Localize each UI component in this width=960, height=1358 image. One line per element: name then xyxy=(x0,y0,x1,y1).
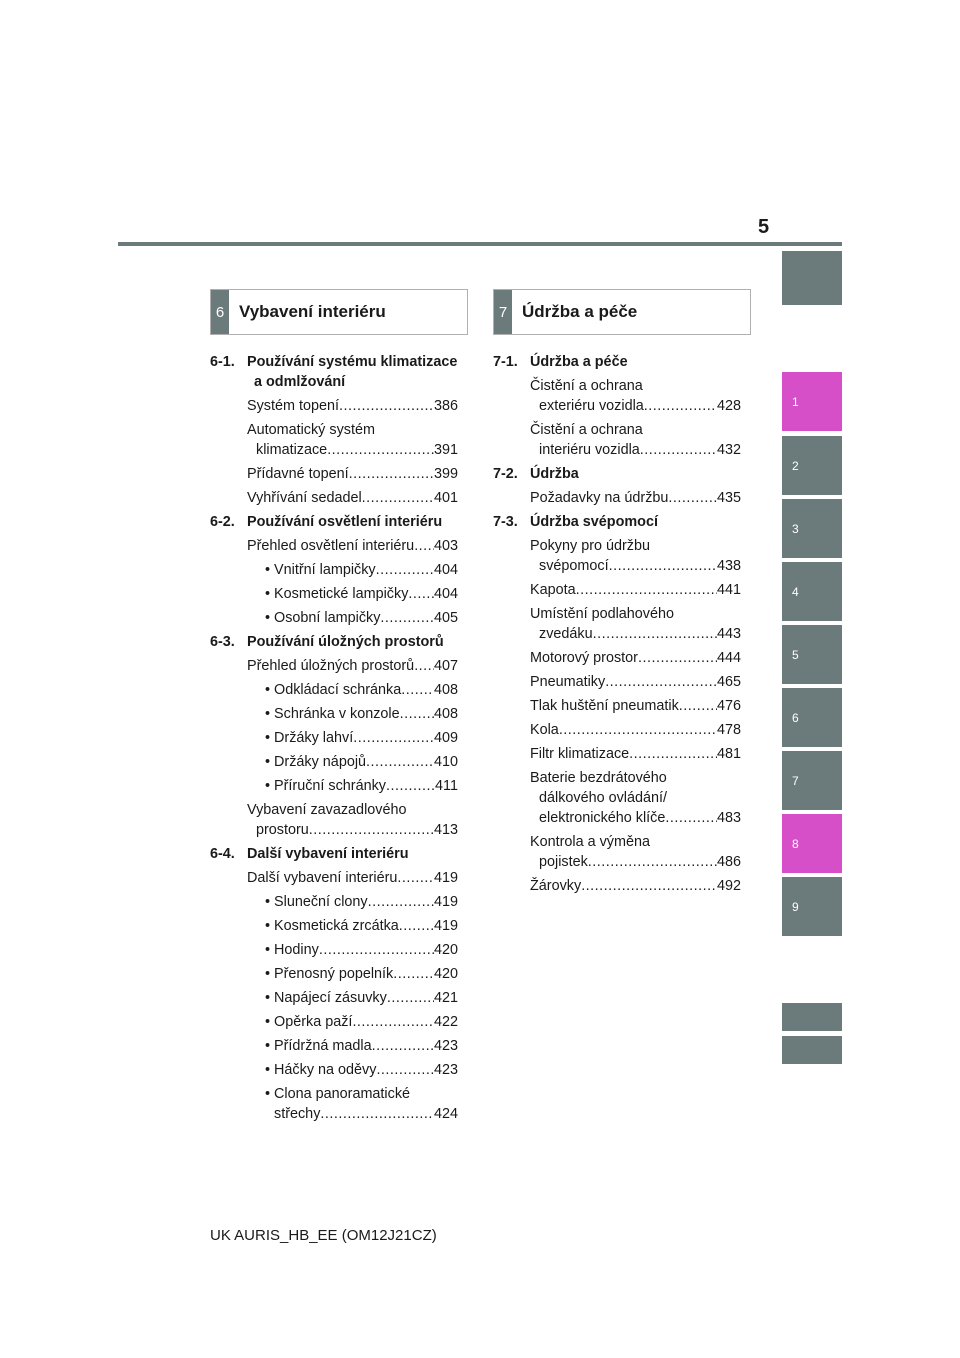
toc-chapter-heading[interactable] xyxy=(210,844,458,864)
toc-entry[interactable] xyxy=(493,488,741,508)
toc-entry-label: Motorový prostor xyxy=(530,650,638,666)
toc-entry-label-line: • Clona panoramatické xyxy=(265,1086,411,1102)
leader-dots xyxy=(353,728,434,748)
toc-page-number: 476 xyxy=(716,698,741,714)
toc-page-number: 478 xyxy=(716,722,741,738)
toc-entry-label: Filtr klimatizace xyxy=(530,746,630,762)
toc-page-number: 465 xyxy=(716,674,741,690)
toc-page-number: 409 xyxy=(433,730,458,746)
leader-dots xyxy=(576,580,717,600)
leader-dots xyxy=(400,704,434,724)
side-tab-label: 2 xyxy=(792,458,799,473)
toc-entry-row xyxy=(530,648,741,668)
toc-entry-label: Přehled osvětlení interiéru xyxy=(247,538,415,554)
toc-entry[interactable] xyxy=(210,1060,458,1080)
toc-entry-label: • Sluneční clony xyxy=(265,894,368,910)
toc-entry[interactable] xyxy=(210,940,458,960)
toc-entry-label: Systém topení xyxy=(247,398,339,414)
toc-page-number: 435 xyxy=(716,490,741,506)
toc-chapter-heading[interactable] xyxy=(210,632,458,652)
toc-entry[interactable] xyxy=(210,656,458,676)
side-tab-7[interactable] xyxy=(782,751,842,810)
toc-chapter-number: 6-1. xyxy=(210,354,235,370)
toc-chapter-number: 7-1. xyxy=(493,354,518,370)
toc-entry-row xyxy=(530,624,741,644)
toc-page-number: 413 xyxy=(433,822,458,838)
side-tab-2[interactable] xyxy=(782,436,842,495)
leader-dots xyxy=(605,672,717,692)
side-tab-label: 1 xyxy=(792,394,799,409)
toc-page-number: 486 xyxy=(716,854,741,870)
toc-page-number: 420 xyxy=(433,966,458,982)
toc-entry-label-line: Umístění podlahového xyxy=(530,606,674,622)
toc-entry-row xyxy=(265,560,458,580)
toc-entry[interactable] xyxy=(210,1084,458,1124)
toc-entry-label: Kapota xyxy=(530,582,576,598)
toc-entry-row xyxy=(265,940,458,960)
leader-dots xyxy=(339,396,434,416)
toc-entry-row xyxy=(530,808,741,828)
toc-entry-row xyxy=(265,1036,458,1056)
toc-page-number: 399 xyxy=(433,466,458,482)
toc-page-number: 403 xyxy=(433,538,458,554)
toc-chapter-title-line: Údržba xyxy=(530,466,579,482)
leader-dots xyxy=(387,988,434,1008)
leader-dots xyxy=(376,560,434,580)
toc-entry[interactable] xyxy=(210,464,458,484)
toc-chapter-number: 6-4. xyxy=(210,846,235,862)
leader-dots xyxy=(559,720,717,740)
toc-chapter xyxy=(210,512,458,628)
toc-chapter xyxy=(210,352,458,508)
toc-entry-label-line: Baterie bezdrátového xyxy=(530,770,667,786)
toc-entry[interactable] xyxy=(210,728,458,748)
toc-page-number: 423 xyxy=(433,1038,458,1054)
toc-entry-row xyxy=(265,1012,458,1032)
toc-entry-label: • Napájecí zásuvky xyxy=(265,990,387,1006)
toc-page-number: 432 xyxy=(716,442,741,458)
toc-page-number: 408 xyxy=(433,682,458,698)
toc-chapter-title-line: Používání systému klimatizace xyxy=(247,354,458,370)
toc-entry[interactable] xyxy=(493,420,741,460)
toc-page-number: 391 xyxy=(433,442,458,458)
leader-dots xyxy=(386,776,435,796)
toc-chapter-title xyxy=(530,352,628,372)
toc-page-number: 492 xyxy=(716,878,741,894)
side-tab-label: 3 xyxy=(792,521,799,536)
leader-dots xyxy=(609,556,717,576)
side-tab-label: 6 xyxy=(792,710,799,725)
toc-entry-label-line: dálkového ovládání/ xyxy=(539,790,668,806)
leader-dots xyxy=(629,744,717,764)
leader-dots xyxy=(368,892,434,912)
toc-chapter-title xyxy=(247,844,409,864)
toc-chapter-title xyxy=(247,632,444,652)
toc-entry-label: klimatizace xyxy=(256,442,328,458)
toc-page-number: 441 xyxy=(716,582,741,598)
toc-entry-label: Přídavné topení xyxy=(247,466,349,482)
toc-entry-label-line: Automatický systém xyxy=(247,422,375,438)
toc-page-number: 386 xyxy=(433,398,458,414)
toc-entry-row xyxy=(265,704,458,724)
toc-entry-row xyxy=(265,752,458,772)
leader-dots xyxy=(393,964,434,984)
side-tab-label: 5 xyxy=(792,647,799,662)
toc-entry[interactable] xyxy=(493,720,741,740)
leader-dots xyxy=(362,488,434,508)
toc-chapter-title xyxy=(530,464,579,484)
toc-entry-row xyxy=(265,988,458,1008)
toc-entry-row xyxy=(265,1104,458,1124)
side-tab-blank-b[interactable] xyxy=(782,1036,842,1064)
toc-entry-row xyxy=(530,556,741,576)
toc-page-number: 405 xyxy=(433,610,458,626)
leader-dots xyxy=(644,396,717,416)
toc-entry-label: • Držáky lahví xyxy=(265,730,354,746)
leader-dots xyxy=(640,440,717,460)
toc-entry-label-line: Vybavení zavazadlového xyxy=(247,802,407,818)
toc-page-number: 410 xyxy=(433,754,458,770)
toc-entry-row xyxy=(530,744,741,764)
side-tab-label: 8 xyxy=(792,836,799,851)
toc-entry-row xyxy=(530,396,741,416)
toc-page-number: 411 xyxy=(435,778,458,794)
toc-chapter-title-line: Používání osvětlení interiéru xyxy=(247,514,443,530)
toc-entry-row xyxy=(247,440,458,460)
toc-chapter-heading[interactable] xyxy=(210,352,458,392)
toc-entry-label: • Kosmetická zrcátka xyxy=(265,918,399,934)
toc-entry-row xyxy=(247,464,458,484)
toc-entry[interactable] xyxy=(210,680,458,700)
toc-entry-label: střechy xyxy=(274,1106,321,1122)
leader-dots xyxy=(327,440,434,460)
leader-dots xyxy=(376,1060,434,1080)
toc-page-number: 404 xyxy=(433,562,458,578)
toc-entry-label: Přehled úložných prostorů xyxy=(247,658,415,674)
toc-entry-label: • Kosmetické lampičky xyxy=(265,586,409,602)
leader-dots xyxy=(593,624,717,644)
toc-chapter-title xyxy=(530,512,658,532)
side-tab-5[interactable] xyxy=(782,625,842,684)
toc-entry-row xyxy=(265,916,458,936)
side-tab-label: 9 xyxy=(792,899,799,914)
leader-dots xyxy=(320,1104,434,1124)
toc-entry[interactable] xyxy=(493,648,741,668)
toc-entry-row xyxy=(265,776,458,796)
toc-entry-row xyxy=(530,876,741,896)
toc-entry[interactable] xyxy=(210,964,458,984)
toc-entry-row xyxy=(247,396,458,416)
leader-dots xyxy=(665,808,717,828)
toc-entry[interactable] xyxy=(210,1012,458,1032)
toc-page-number: 419 xyxy=(433,894,458,910)
toc-page-number: 424 xyxy=(433,1106,458,1122)
toc-entry[interactable] xyxy=(210,704,458,724)
leader-dots xyxy=(397,868,434,888)
toc-entry[interactable] xyxy=(493,744,741,764)
toc-chapter-title-line: Používání úložných prostorů xyxy=(247,634,444,650)
toc-entry[interactable] xyxy=(210,396,458,416)
toc-chapter-title-line: Údržba a péče xyxy=(530,354,628,370)
toc-entry-row xyxy=(530,720,741,740)
section-number: 7 xyxy=(494,290,512,334)
toc-chapter-title xyxy=(247,512,442,532)
toc-page-number: 438 xyxy=(716,558,741,574)
toc-entry-row xyxy=(247,536,458,556)
toc-entry-row xyxy=(265,680,458,700)
leader-dots xyxy=(588,852,717,872)
section-header-7 xyxy=(493,289,751,335)
toc-page-number: 421 xyxy=(433,990,458,1006)
leader-dots xyxy=(408,584,434,604)
toc-entry-label: Tlak huštění pneumatik xyxy=(530,698,679,714)
toc-page-number: 444 xyxy=(716,650,741,666)
toc-entry-label: • Odkládací schránka xyxy=(265,682,402,698)
leader-dots xyxy=(668,488,717,508)
toc-entry-label-line: Kontrola a výměna xyxy=(530,834,650,850)
leader-dots xyxy=(638,648,717,668)
toc-entry[interactable] xyxy=(210,1036,458,1056)
toc-chapter-number: 7-2. xyxy=(493,466,518,482)
toc-page-number: 423 xyxy=(433,1062,458,1078)
toc-entry-row xyxy=(247,488,458,508)
toc-entry[interactable] xyxy=(493,536,741,576)
toc-entry[interactable] xyxy=(493,376,741,416)
toc-entry-label: Pneumatiky xyxy=(530,674,606,690)
toc-entry-row xyxy=(265,892,458,912)
side-tab-9[interactable] xyxy=(782,877,842,936)
side-tab-4[interactable] xyxy=(782,562,842,621)
leader-dots xyxy=(372,1036,434,1056)
toc-entry[interactable] xyxy=(210,488,458,508)
toc-column-left xyxy=(210,352,458,1124)
section-header-6 xyxy=(210,289,468,335)
page-number: 5 xyxy=(758,216,770,238)
toc-chapter-title-line: Údržba svépomocí xyxy=(530,514,658,530)
toc-chapter-heading[interactable] xyxy=(493,464,741,484)
leader-dots xyxy=(380,608,434,628)
toc-entry-label: prostoru xyxy=(256,822,309,838)
toc-page-number: 481 xyxy=(716,746,741,762)
leader-dots xyxy=(366,752,434,772)
toc-entry-row xyxy=(530,696,741,716)
toc-entry-row xyxy=(247,820,458,840)
toc-chapter xyxy=(493,352,741,460)
side-tab-blank-a[interactable] xyxy=(782,1003,842,1031)
toc-entry-row xyxy=(530,852,741,872)
toc-page-number: 408 xyxy=(433,706,458,722)
side-tab-label: 7 xyxy=(792,773,799,788)
side-tab-blank-top[interactable] xyxy=(782,251,842,305)
toc-entry-label: pojistek xyxy=(539,854,588,870)
toc-entry-row xyxy=(530,580,741,600)
leader-dots xyxy=(401,680,434,700)
side-tab-6[interactable] xyxy=(782,688,842,747)
toc-chapter-number: 7-3. xyxy=(493,514,518,530)
leader-dots xyxy=(352,1012,434,1032)
toc-entry[interactable] xyxy=(210,420,458,460)
toc-entry[interactable] xyxy=(210,916,458,936)
toc-entry[interactable] xyxy=(493,832,741,872)
toc-entry-row xyxy=(530,440,741,460)
toc-chapter-title xyxy=(247,352,457,392)
toc-entry-label: • Schránka v konzole xyxy=(265,706,400,722)
leader-dots xyxy=(581,876,717,896)
toc-chapter xyxy=(493,512,741,896)
toc-entry-row xyxy=(265,728,458,748)
toc-entry-label: Vyhřívání sedadel xyxy=(247,490,362,506)
toc-chapter-number: 6-2. xyxy=(210,514,235,530)
section-number: 6 xyxy=(211,290,229,334)
toc-entry[interactable] xyxy=(493,876,741,896)
toc-entry[interactable] xyxy=(210,800,458,840)
toc-chapter xyxy=(210,844,458,1124)
toc-entry-label: zvedáku xyxy=(539,626,593,642)
toc-entry[interactable] xyxy=(210,560,458,580)
leader-dots xyxy=(679,696,717,716)
toc-entry-label: • Příruční schránky xyxy=(265,778,386,794)
toc-column-right xyxy=(493,352,741,896)
leader-dots xyxy=(349,464,434,484)
toc-entry[interactable] xyxy=(493,696,741,716)
leader-dots xyxy=(414,656,434,676)
leader-dots xyxy=(309,820,434,840)
toc-entry-label: Kola xyxy=(530,722,559,738)
toc-page-number: 404 xyxy=(433,586,458,602)
footer-model-code: UK AURIS_HB_EE (OM12J21CZ) xyxy=(210,1227,437,1244)
toc-page-number: 422 xyxy=(433,1014,458,1030)
toc-entry[interactable] xyxy=(210,776,458,796)
toc-entry[interactable] xyxy=(210,988,458,1008)
toc-entry-label: elektronického klíče xyxy=(539,810,666,826)
side-tab-1[interactable] xyxy=(782,372,842,431)
toc-entry-label: interiéru vozidla xyxy=(539,442,640,458)
toc-page-number: 420 xyxy=(433,942,458,958)
toc-entry-label: • Hodiny xyxy=(265,942,319,958)
toc-entry-label: • Háčky na oděvy xyxy=(265,1062,377,1078)
toc-page-number: 443 xyxy=(716,626,741,642)
toc-entry[interactable] xyxy=(210,536,458,556)
section-title: Údržba a péče xyxy=(522,302,638,321)
toc-chapter xyxy=(493,464,741,508)
toc-chapter-heading[interactable] xyxy=(493,512,741,532)
toc-entry-row xyxy=(530,488,741,508)
toc-entry-label: • Přídržná madla xyxy=(265,1038,372,1054)
toc-entry-label-line: Čistění a ochrana xyxy=(530,422,643,438)
toc-entry-label: Další vybavení interiéru xyxy=(247,870,398,886)
toc-page-number: 419 xyxy=(433,918,458,934)
toc-page-number: 401 xyxy=(433,490,458,506)
header-rule xyxy=(118,242,842,246)
toc-entry-row xyxy=(265,964,458,984)
toc-entry[interactable] xyxy=(210,584,458,604)
side-tab-label: 4 xyxy=(792,584,799,599)
toc-chapter-number: 6-3. xyxy=(210,634,235,650)
toc-entry-label: • Držáky nápojů xyxy=(265,754,367,770)
toc-chapter-title-line: a odmlžování xyxy=(254,374,346,390)
toc-entry-label-line: Čistění a ochrana xyxy=(530,378,643,394)
toc-entry[interactable] xyxy=(210,868,458,888)
toc-entry-label-line: Pokyny pro údržbu xyxy=(530,538,650,554)
toc-entry-label: • Přenosný popelník xyxy=(265,966,394,982)
leader-dots xyxy=(319,940,434,960)
toc-entry[interactable] xyxy=(493,768,741,828)
side-tab-8[interactable] xyxy=(782,814,842,873)
toc-page-number: 483 xyxy=(716,810,741,826)
toc-entry[interactable] xyxy=(210,608,458,628)
side-tab-3[interactable] xyxy=(782,499,842,558)
toc-page-number: 419 xyxy=(433,870,458,886)
leader-dots xyxy=(399,916,434,936)
toc-page-number: 428 xyxy=(716,398,741,414)
toc-entry[interactable] xyxy=(210,892,458,912)
toc-entry-label: exteriéru vozidla xyxy=(539,398,644,414)
toc-chapter-heading[interactable] xyxy=(493,352,741,372)
toc-entry-label: Požadavky na údržbu xyxy=(530,490,669,506)
toc-chapter-title-line: Další vybavení interiéru xyxy=(247,846,409,862)
section-title: Vybavení interiéru xyxy=(239,302,386,321)
toc-entry-row xyxy=(247,868,458,888)
toc-entry[interactable] xyxy=(493,604,741,644)
toc-chapter-heading[interactable] xyxy=(210,512,458,532)
toc-entry-row xyxy=(265,584,458,604)
toc-entry-row xyxy=(265,1060,458,1080)
toc-entry-row xyxy=(530,672,741,692)
leader-dots xyxy=(414,536,434,556)
toc-chapter xyxy=(210,632,458,840)
toc-entry[interactable] xyxy=(493,672,741,692)
toc-entry-label: svépomocí xyxy=(539,558,609,574)
toc-entry-label: • Osobní lampičky xyxy=(265,610,381,626)
toc-entry[interactable] xyxy=(210,752,458,772)
toc-entry[interactable] xyxy=(493,580,741,600)
toc-entry-row xyxy=(247,656,458,676)
toc-entry-label: • Opěrka paží xyxy=(265,1014,353,1030)
toc-entry-label: Žárovky xyxy=(530,878,582,894)
toc-entry-row xyxy=(265,608,458,628)
toc-page-number: 407 xyxy=(433,658,458,674)
toc-entry-label: • Vnitřní lampičky xyxy=(265,562,376,578)
